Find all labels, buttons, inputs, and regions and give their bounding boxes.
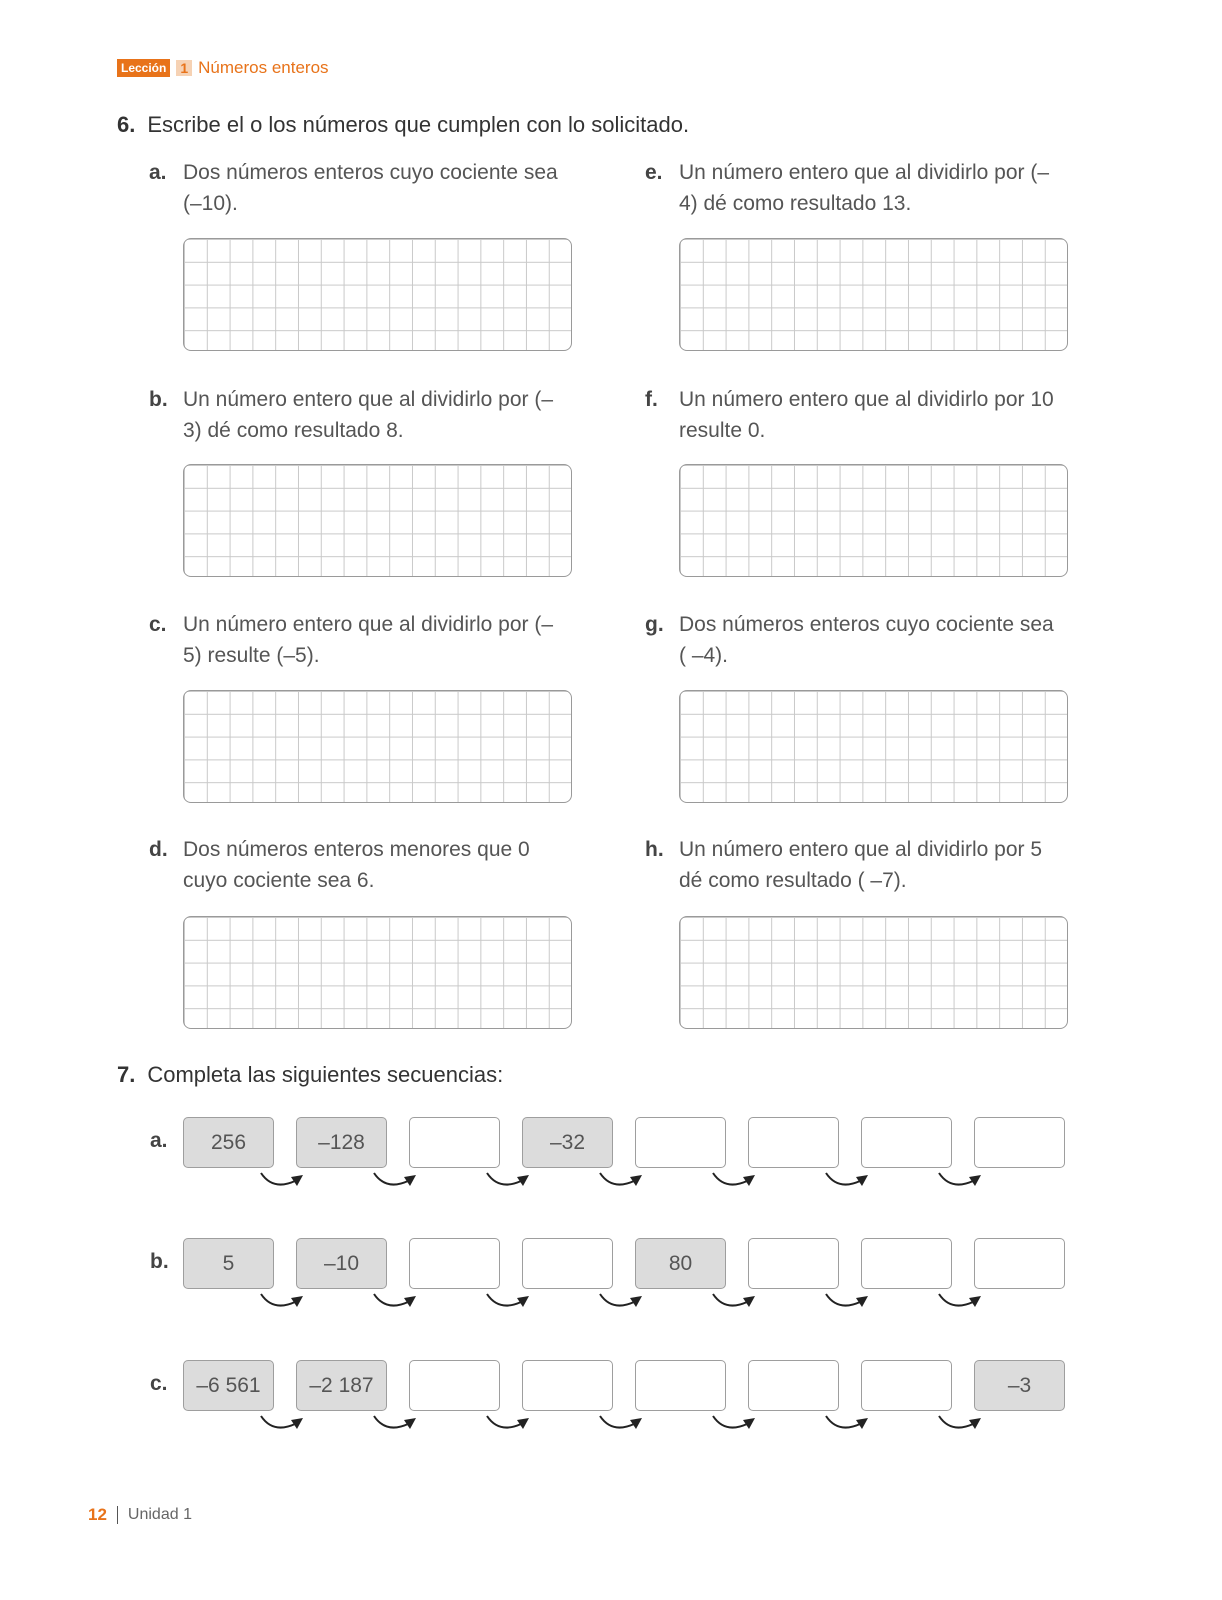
sequence-given-value: –32 [522, 1117, 613, 1168]
curved-arrow-icon [257, 1169, 309, 1193]
sequence-given-value: –2 187 [296, 1360, 387, 1411]
sequence-blank-box[interactable] [409, 1238, 500, 1289]
item-text: Un número entero que al dividirlo por (–5) resulte (–5). [183, 613, 554, 667]
curved-arrow-icon [709, 1290, 761, 1314]
item-text: Dos números enteros cuyo cociente sea ( –4). [679, 613, 1054, 667]
item-letter: h. [645, 838, 664, 861]
curved-arrow-icon [257, 1290, 309, 1314]
curved-arrow-icon [483, 1169, 535, 1193]
item-text: Un número entero que al dividirlo por 5 dé como resultado ( –7). [679, 838, 1043, 892]
sequence-blank-box[interactable] [635, 1360, 726, 1411]
question-number: 6. [117, 112, 136, 137]
sequence-blank-box[interactable] [974, 1238, 1065, 1289]
question-title: Completa las siguientes secuencias: [147, 1062, 504, 1087]
sequence-letter: a. [150, 1129, 168, 1152]
item-6d [149, 834, 559, 896]
question-6-heading [117, 112, 689, 138]
sequence-given-value: –10 [296, 1238, 387, 1289]
curved-arrow-icon [709, 1412, 761, 1436]
item-letter: d. [149, 838, 168, 861]
sequence-blank-box[interactable] [522, 1360, 613, 1411]
sequence-blank-box[interactable] [522, 1238, 613, 1289]
curved-arrow-icon [370, 1412, 422, 1436]
curved-arrow-icon [935, 1412, 987, 1436]
curved-arrow-icon [822, 1169, 874, 1193]
item-letter: a. [149, 161, 167, 184]
curved-arrow-icon [483, 1412, 535, 1436]
lesson-title: Números enteros [198, 58, 329, 77]
curved-arrow-icon [596, 1290, 648, 1314]
sequence-given-value: 256 [183, 1117, 274, 1168]
answer-grid-6c[interactable] [183, 690, 572, 803]
item-letter: e. [645, 161, 663, 184]
page-footer [88, 1505, 192, 1525]
sequence-given-value: –6 561 [183, 1360, 274, 1411]
sequence-blank-box[interactable] [748, 1360, 839, 1411]
item-text: Dos números enteros cuyo cociente sea (–10). [183, 161, 558, 215]
curved-arrow-icon [370, 1169, 422, 1193]
question-title: Escribe el o los números que cumplen con lo solicitado. [147, 112, 690, 137]
item-text: Dos números enteros menores que 0 cuyo cociente sea 6. [183, 838, 530, 892]
item-6h [645, 834, 1055, 896]
sequence-letter: b. [150, 1250, 169, 1273]
sequence-letter: c. [150, 1372, 168, 1395]
item-letter: b. [149, 388, 168, 411]
curved-arrow-icon [596, 1412, 648, 1436]
answer-grid-6a[interactable] [183, 238, 572, 351]
sequence-blank-box[interactable] [409, 1117, 500, 1168]
sequence-blank-box[interactable] [748, 1117, 839, 1168]
lesson-badge: Lección [117, 59, 170, 77]
item-6f [645, 384, 1055, 446]
sequence-blank-box[interactable] [635, 1117, 726, 1168]
sequence-blank-box[interactable] [861, 1360, 952, 1411]
item-6a [149, 157, 559, 219]
unit-label: Unidad 1 [127, 1506, 192, 1523]
curved-arrow-icon [822, 1412, 874, 1436]
sequence-given-value: –128 [296, 1117, 387, 1168]
answer-grid-6g[interactable] [679, 690, 1068, 803]
curved-arrow-icon [257, 1412, 309, 1436]
item-text: Un número entero que al dividirlo por (–3) dé como resultado 8. [183, 388, 554, 442]
sequence-given-value: 5 [183, 1238, 274, 1289]
item-letter: g. [645, 613, 664, 636]
answer-grid-6h[interactable] [679, 916, 1068, 1029]
curved-arrow-icon [370, 1290, 422, 1314]
answer-grid-6e[interactable] [679, 238, 1068, 351]
curved-arrow-icon [935, 1290, 987, 1314]
sequence-given-value: 80 [635, 1238, 726, 1289]
curved-arrow-icon [483, 1290, 535, 1314]
sequence-given-value: –3 [974, 1360, 1065, 1411]
curved-arrow-icon [935, 1169, 987, 1193]
sequence-blank-box[interactable] [409, 1360, 500, 1411]
answer-grid-6d[interactable] [183, 916, 572, 1029]
item-text: Un número entero que al dividirlo por (–4) dé como resultado 13. [679, 161, 1050, 215]
sequence-blank-box[interactable] [748, 1238, 839, 1289]
lesson-number: 1 [176, 60, 192, 76]
page-number: 12 [88, 1505, 107, 1524]
answer-grid-6b[interactable] [183, 464, 572, 577]
question-number: 7. [117, 1062, 136, 1087]
footer-divider [117, 1506, 118, 1524]
item-6g [645, 609, 1055, 671]
item-6e [645, 157, 1055, 219]
answer-grid-6f[interactable] [679, 464, 1068, 577]
curved-arrow-icon [709, 1169, 761, 1193]
item-6b [149, 384, 559, 446]
sequence-blank-box[interactable] [974, 1117, 1065, 1168]
lesson-header [117, 58, 329, 78]
sequence-blank-box[interactable] [861, 1117, 952, 1168]
item-text: Un número entero que al dividirlo por 10 resulte 0. [679, 388, 1054, 442]
question-7-heading [117, 1062, 503, 1088]
item-letter: f. [645, 388, 658, 411]
sequence-blank-box[interactable] [861, 1238, 952, 1289]
curved-arrow-icon [596, 1169, 648, 1193]
item-6c [149, 609, 559, 671]
item-letter: c. [149, 613, 167, 636]
curved-arrow-icon [822, 1290, 874, 1314]
